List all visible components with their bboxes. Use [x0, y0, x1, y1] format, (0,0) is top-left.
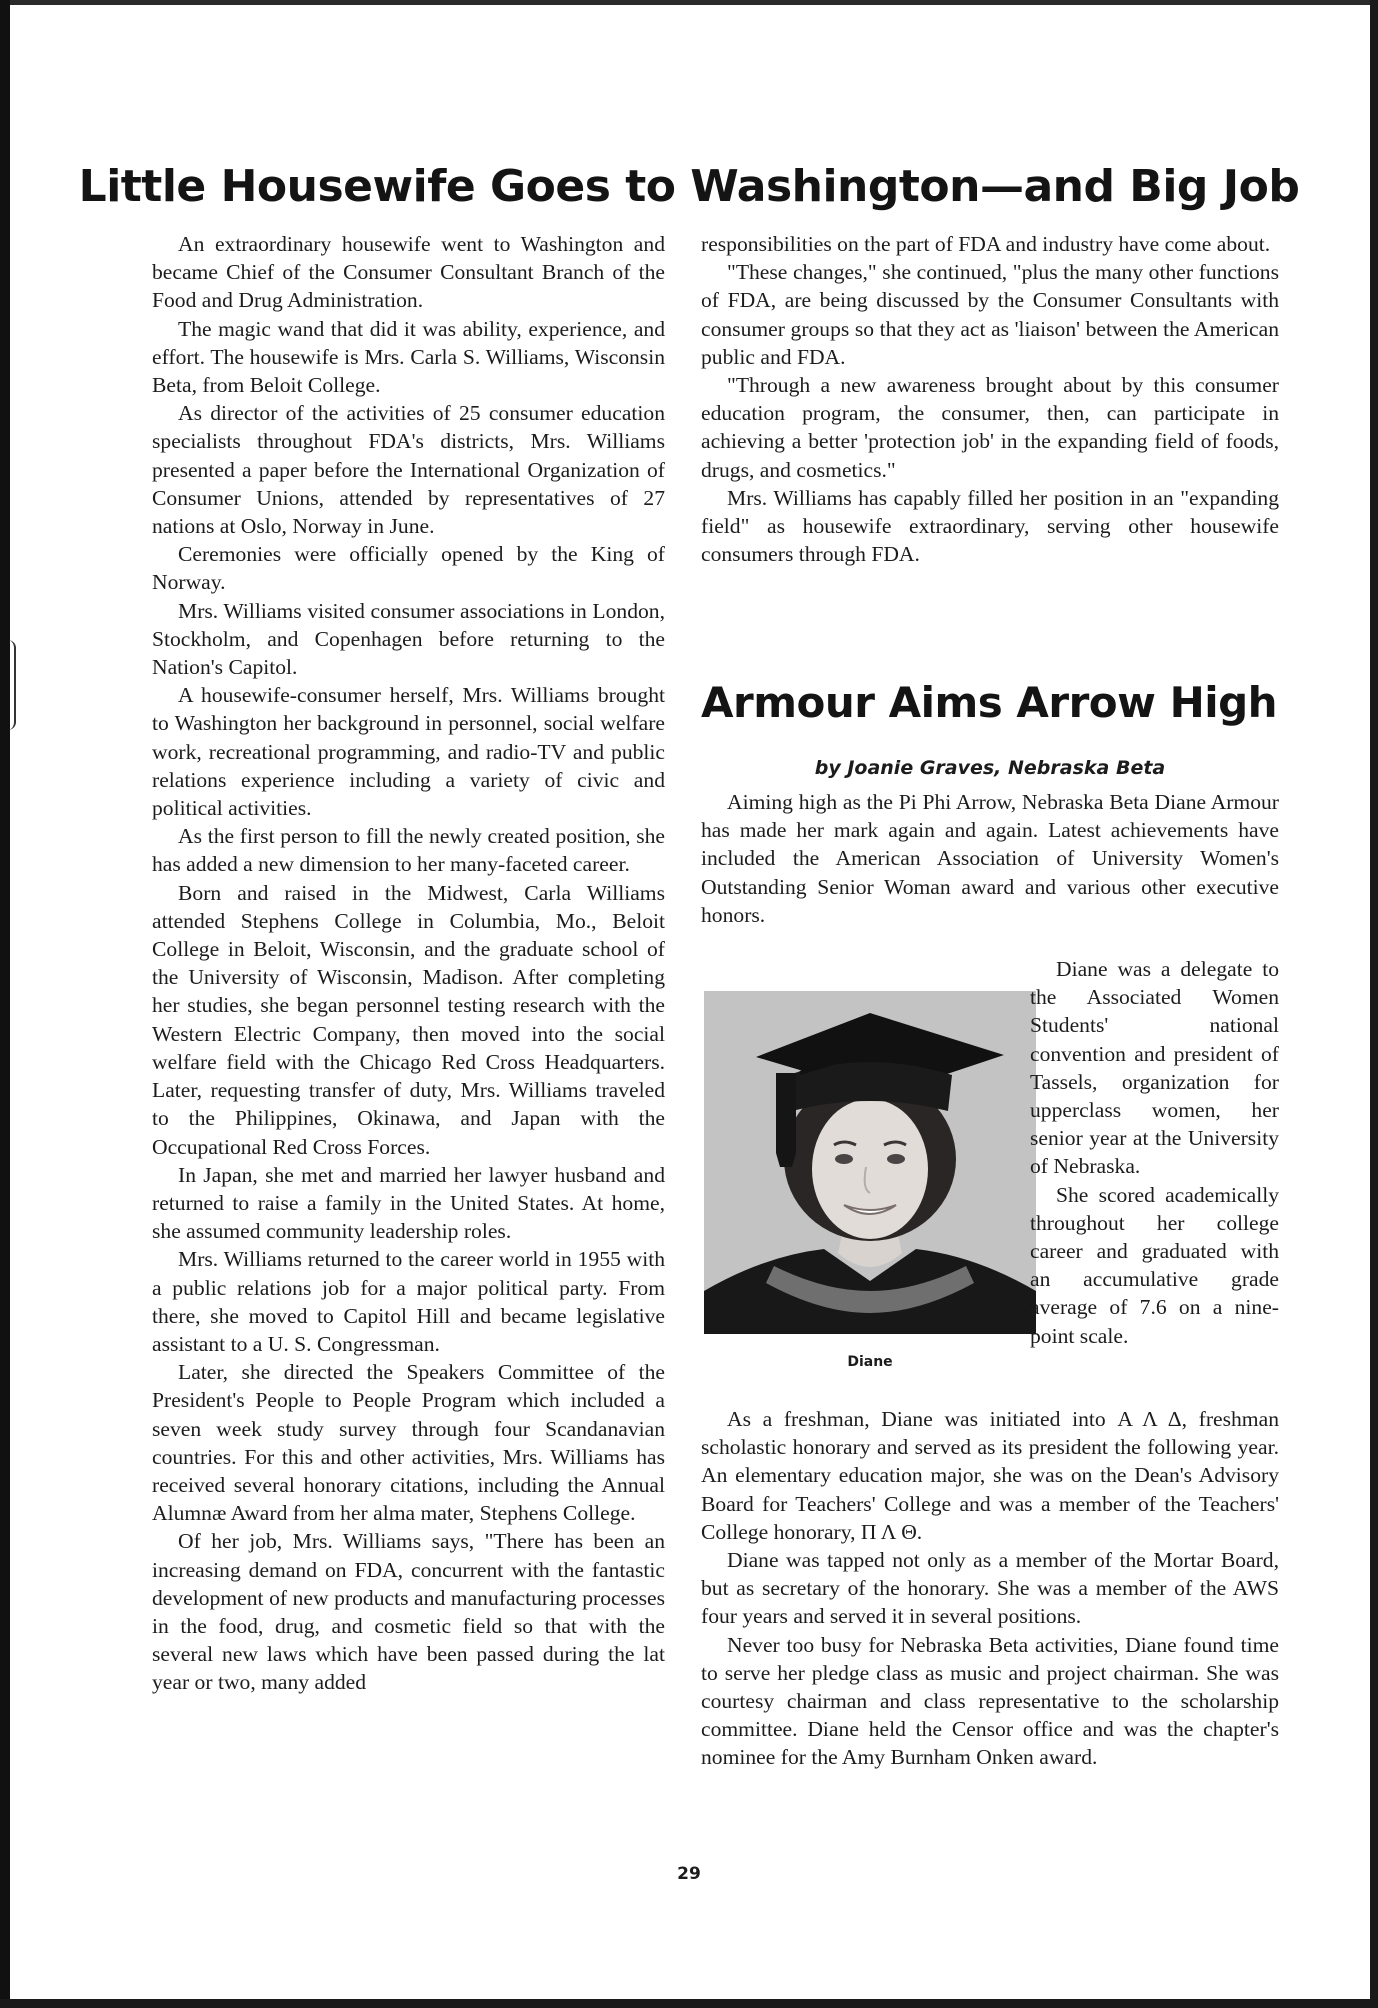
article1-paragraph: Of her job, Mrs. Williams says, "There has been an increasing demand on FDA, concurrent with the fantastic development of new products and manufacturing processes in the food, drug, and cosmetic field so that with the several new laws which have been passed during the lat year or two, many added: [152, 1529, 665, 1695]
article2-title: Armour Aims Arrow High: [701, 678, 1278, 727]
scan-border-right: [1370, 0, 1378, 2008]
article1-paragraph: A housewife-consumer herself, Mrs. Williams brought to Washington her background in personnel, social welfare work, recreational programming, and radio-TV and public relations experience including a variety of civic and political activities.: [152, 683, 665, 821]
article2-paragraph: Diane was a delegate to the Associated Women Students' national convention and president of Tassels, organization for upperclass women, her senior year at the University of Nebraska.: [1030, 957, 1279, 1179]
page-number: 29: [677, 1864, 701, 1884]
article1-paragraph: An extraordinary housewife went to Washington and became Chief of the Consumer Consultant Branch of the Food and Drug Administration.: [152, 232, 665, 313]
article1-title: Little Housewife Goes to Washington—and Big Job: [78, 161, 1300, 212]
binding-mark: [8, 640, 16, 730]
article2-byline: by Joanie Graves, Nebraska Beta: [814, 757, 1166, 779]
article1-paragraph: The magic wand that did it was ability, experience, and effort. The housewife is Mrs. Carla S. Williams, Wisconsin Beta, from Beloit College.: [152, 316, 665, 398]
article2-paragraph: As a freshman, Diane was initiated into Α Λ Δ, freshman scholastic honorary and served as its president the following year. An elementary education major, she was on the Dean's Advisory Board for Teachers' College and was a member of the Teachers' College honorary, Π Λ Θ.: [701, 1407, 1279, 1544]
article2-intro-column: [701, 788, 1279, 929]
article1-continuation: responsibilities on the part of FDA and industry have come about.: [701, 232, 1271, 256]
article2-intro: Aiming high as the Pi Phi Arrow, Nebraska Beta Diane Armour has made her mark again and again. Latest achievements have included the American Association of University Women's Outstanding Senior Woman award and various other executive honors.: [701, 790, 1279, 927]
scan-border-bottom: [0, 1999, 1378, 2008]
article1-paragraph: Born and raised in the Midwest, Carla Williams attended Stephens College in Columbia, Mo., Beloit College in Beloit, Wisconsin, and the graduate school of the University of Wisconsin, Madison. After completing her studies, she began personnel testing research with the Western Electric Company, then moved into the social welfare field with the Chicago Red Cross Headquarters. Later, requesting transfer of duty, Mrs. Williams traveled to the Philippines, Okinawa, and Japan with the Occupational Red Cross Forces.: [152, 880, 665, 1159]
article1-left-column: [152, 230, 665, 1697]
scan-border-top: [0, 0, 1378, 5]
article1-paragraph: Mrs. Williams visited consumer associations in London, Stockholm, and Copenhagen before returning to the Nation's Capitol.: [152, 598, 665, 680]
article1-paragraph: "Through a new awareness brought about by this consumer education program, the consumer, then, can participate in achieving a better 'protection job' in the expanding field of foods, drugs, and cosmetics.": [701, 373, 1279, 482]
scan-border-left: [0, 0, 10, 2008]
article1-paragraph: As the first person to fill the newly created position, she has added a new dimension to her many-faceted career.: [152, 824, 665, 877]
article1-paragraph: "These changes," she continued, "plus the many other functions of FDA, are being discussed by the Consumer Consultants with consumer groups so that they act as 'liaison' between the American public and FDA.: [701, 260, 1279, 369]
article1-paragraph: In Japan, she met and married her lawyer husband and returned to raise a family in the United States. At home, she assumed community leadership roles.: [152, 1162, 665, 1244]
article1-paragraph: Mrs. Williams returned to the career world in 1955 with a public relations job for a major political party. From there, she moved to Capitol Hill and became legislative assistant to a U. S. Congressman.: [152, 1247, 665, 1356]
article1-paragraph: Later, she directed the Speakers Committee of the President's People to People Program which included a seven week study survey through four Scandanavian countries. For this and other activities, Mrs. Williams has received several honorary citations, including the Annual Alumnæ Award from her alma mater, Stephens College.: [152, 1360, 665, 1526]
article2-bottom-column: [701, 1405, 1279, 1772]
article1-paragraph: Ceremonies were officially opened by the King of Norway.: [152, 542, 665, 595]
article1-paragraph: As director of the activities of 25 consumer education specialists throughout FDA's districts, Mrs. Williams presented a paper before the International Organization of Consumer Unions, attended by representatives of 27 nations at Oslo, Norway in June.: [152, 401, 665, 539]
article2-paragraph: Never too busy for Nebraska Beta activities, Diane found time to serve her pledge class as music and project chairman. She was courtesy chairman and class representative to the scholarship committee. Diane held the Censor office and was the chapter's nominee for the Amy Burnham Onken award.: [701, 1632, 1279, 1770]
article2-wrap-column: [1030, 955, 1279, 1350]
article1-paragraph: Mrs. Williams has capably filled her position in an "expanding field" as housewife extraordinary, serving other housewife consumers through FDA.: [701, 485, 1279, 567]
article2-paragraph: Diane was tapped not only as a member of the Mortar Board, but as secretary of the honorary. She was a member of the AWS four years and served it in several positions.: [701, 1548, 1279, 1629]
article2-paragraph: She scored academically throughout her college career and graduated with an accumulative grade average of 7.6 on a nine-point scale.: [1030, 1182, 1279, 1348]
photo-caption: Diane: [847, 1354, 893, 1370]
diane-photo-figure: [704, 991, 1036, 1370]
article1-right-column: [701, 230, 1279, 568]
diane-portrait-photo: [704, 991, 1036, 1334]
